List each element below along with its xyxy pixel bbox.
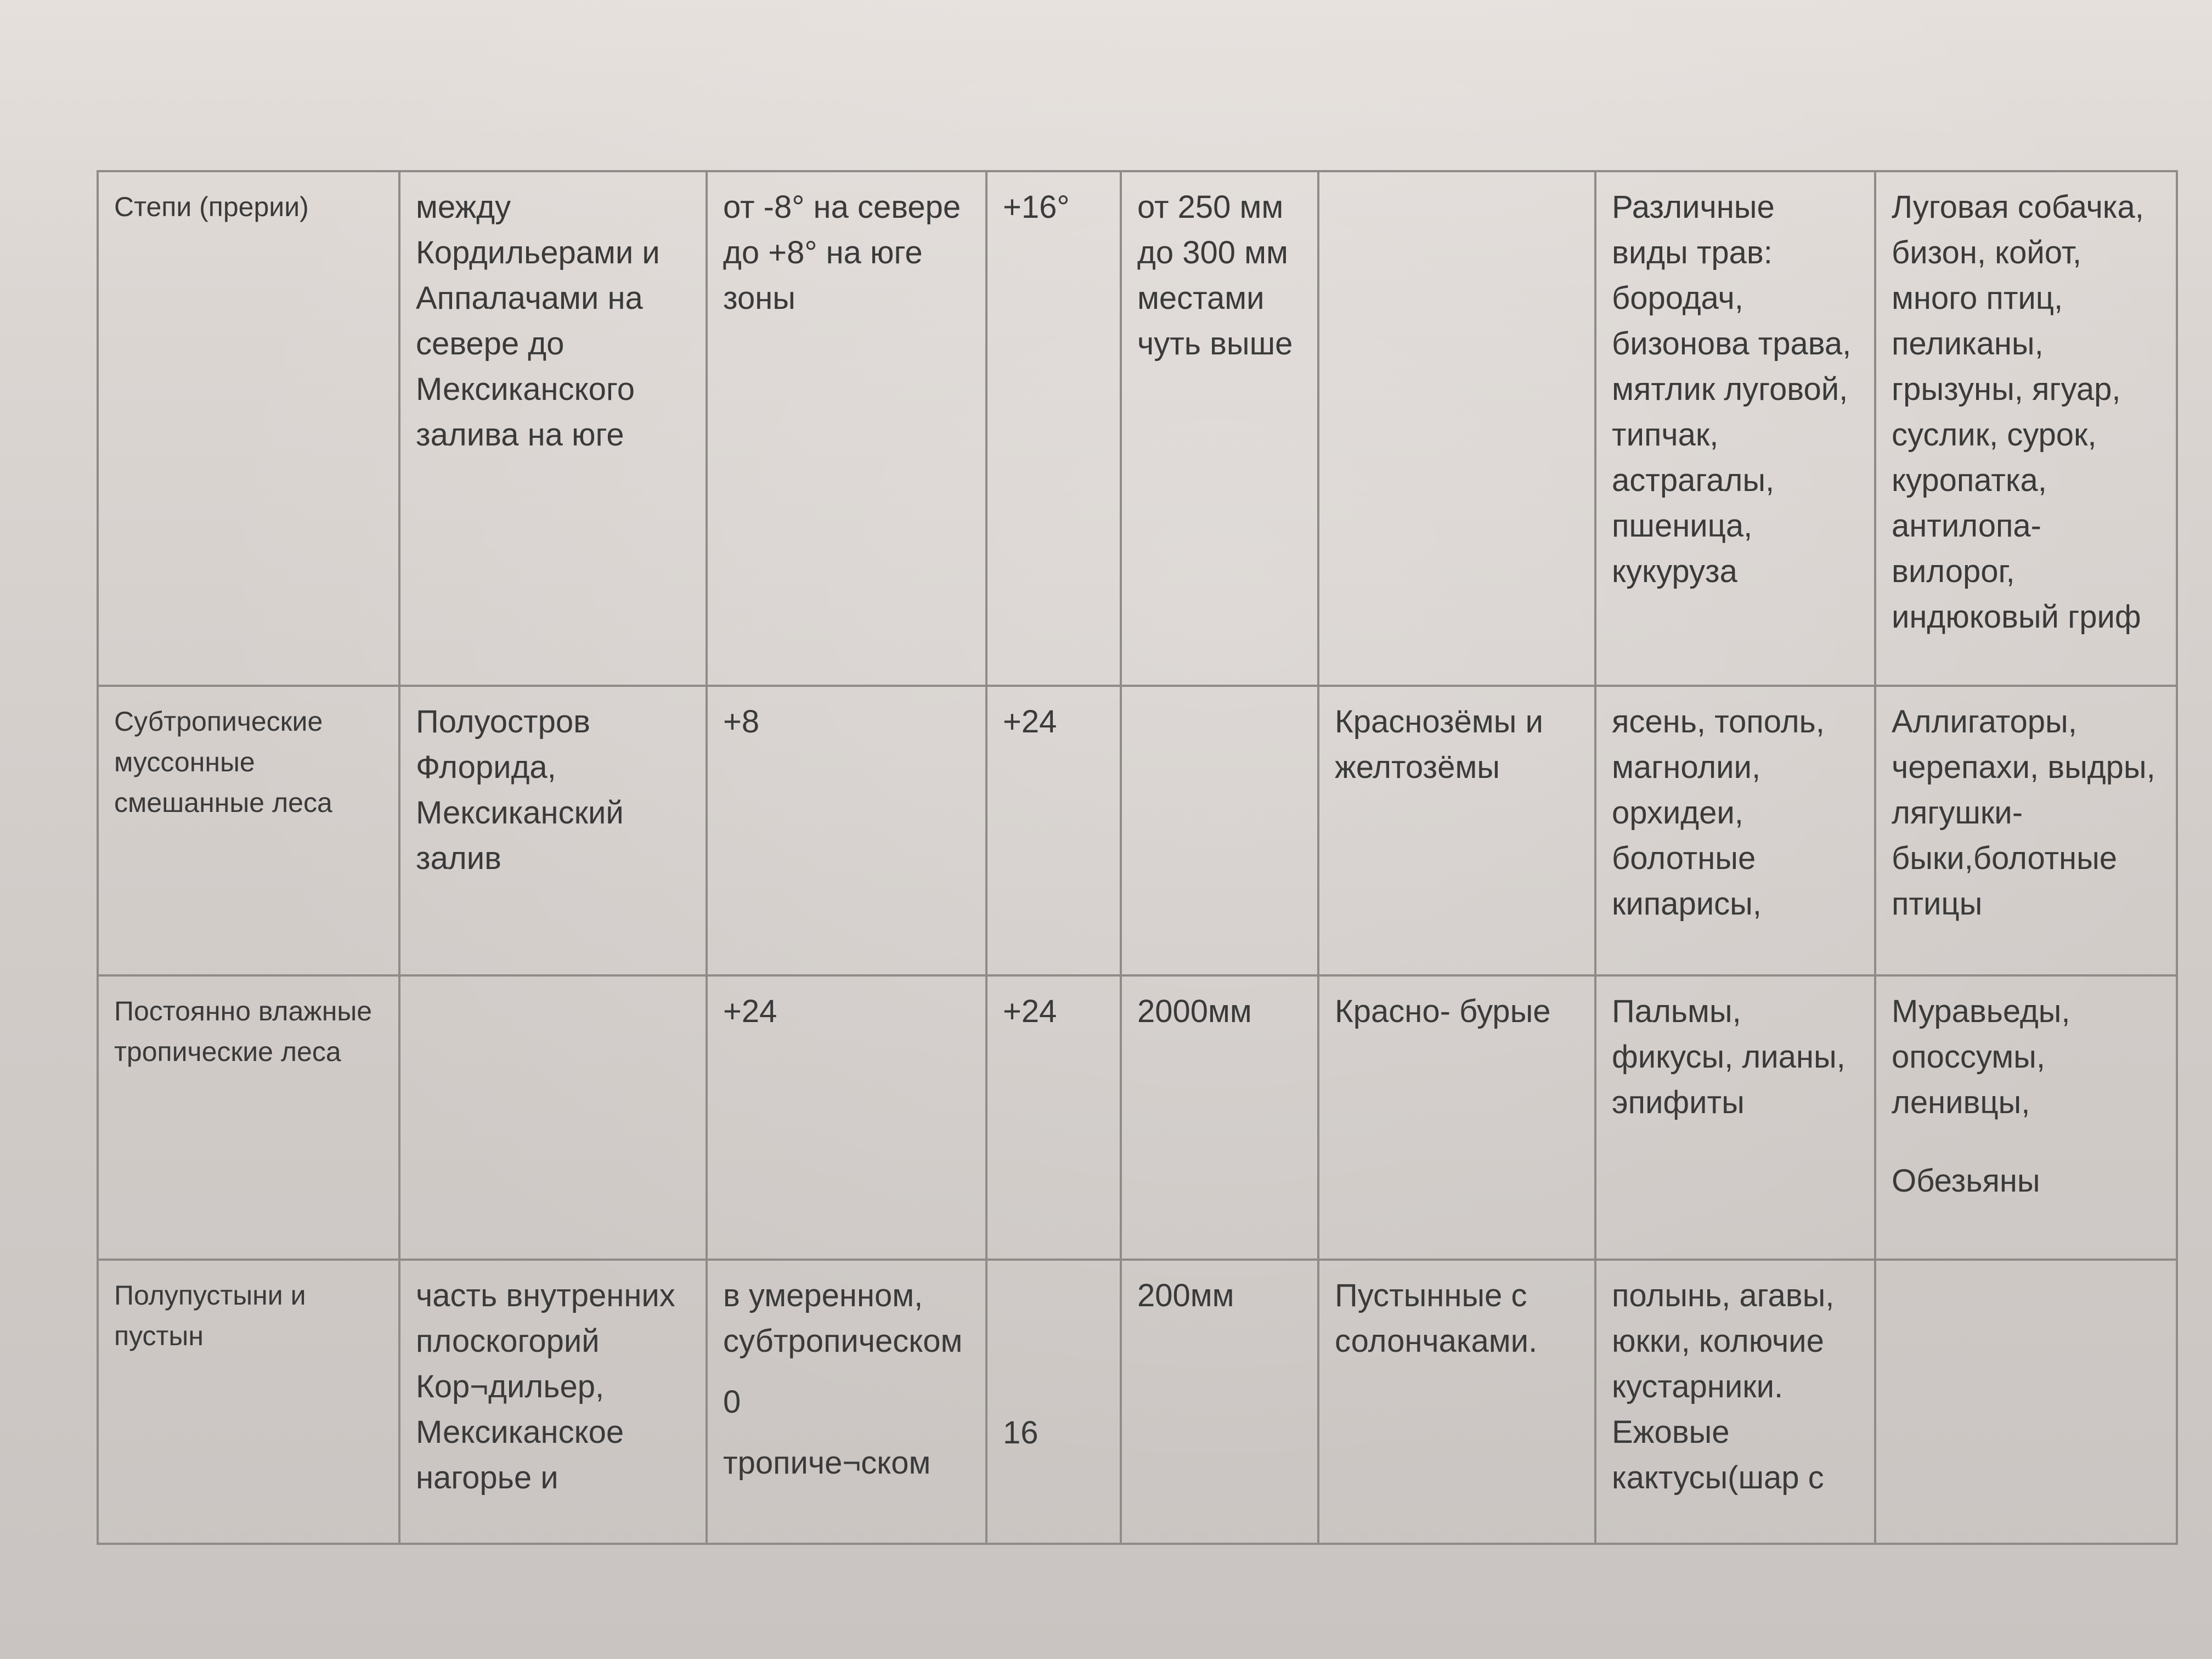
soils-cell bbox=[1318, 171, 1595, 686]
table-row bbox=[98, 1260, 2177, 1544]
january-temp-cell bbox=[707, 1260, 986, 1544]
zone-name-cell: Полупустыни и пустын bbox=[98, 1260, 399, 1544]
precipitation-cell: 2000мм bbox=[1121, 975, 1318, 1260]
precipitation-cell bbox=[1121, 686, 1318, 975]
table-row bbox=[98, 686, 2177, 975]
location-cell: часть внутренних плоскогорий Кор¬дильер, Мексиканское нагорье и bbox=[399, 1260, 707, 1544]
location-cell: между Кордильерами и Аппалачами на севере до Мексиканского залива на юге bbox=[399, 171, 707, 686]
zone-name-cell: Постоянно влажные тропические леса bbox=[98, 975, 399, 1260]
plants-cell: Пальмы, фикусы, лианы, эпифиты bbox=[1595, 975, 1875, 1260]
location-cell bbox=[399, 975, 707, 1260]
july-temp-cell: +24 bbox=[986, 975, 1121, 1260]
animals-cell: Луговая собачка, бизон, койот, много птиц, пеликаны, грызуны, ягуар, суслик, сурок, куропатка, антилопа-вилорог, индюковый гриф bbox=[1875, 171, 2177, 686]
animals-cell bbox=[1875, 975, 2177, 1260]
table-row bbox=[98, 975, 2177, 1260]
july-temp-cell: +24 bbox=[986, 686, 1121, 975]
january-temp-line: тропиче¬ском bbox=[723, 1445, 931, 1481]
july-temp-cell: +16° bbox=[986, 171, 1121, 686]
soils-cell: Пустынные с солончаками. bbox=[1318, 1260, 1595, 1544]
july-temp-value: 16 bbox=[1003, 1415, 1039, 1451]
plants-cell: полынь, агавы, юкки, колючие кустарники. Ежовые кактусы(шар с bbox=[1595, 1260, 1875, 1544]
january-temp-cell: +8 bbox=[707, 686, 986, 975]
soils-cell: Красно- бурые bbox=[1318, 975, 1595, 1260]
precipitation-cell: от 250 мм до 300 мм местами чуть выше bbox=[1121, 171, 1318, 686]
soils-cell: Краснозёмы и желтозёмы bbox=[1318, 686, 1595, 975]
plants-cell: ясень, тополь, магнолии, орхидеи, болотные кипарисы, bbox=[1595, 686, 1875, 975]
plants-cell: Различные виды трав: бородач, бизонова трава, мятлик луговой, типчак, астрагалы, пшеница, кукуруза bbox=[1595, 171, 1875, 686]
animals-cell: Аллигаторы, черепахи, выдры, лягушки-быки,болотные птицы bbox=[1875, 686, 2177, 975]
january-temp-cell: от -8° на севере до +8° на юге зоны bbox=[707, 171, 986, 686]
zone-name-cell: Субтропические муссонные смешанные леса bbox=[98, 686, 399, 975]
natural-zones-table bbox=[97, 170, 2178, 1545]
animals-line: Муравьеды, опоссумы, ленивцы, bbox=[1892, 994, 2070, 1120]
january-temp-line: 0 bbox=[723, 1384, 741, 1420]
july-temp-cell bbox=[986, 1260, 1121, 1544]
january-temp-line: в умеренном, субтропическом bbox=[723, 1278, 963, 1359]
table-row bbox=[98, 171, 2177, 686]
animals-cell bbox=[1875, 1260, 2177, 1544]
january-temp-cell: +24 bbox=[707, 975, 986, 1260]
zone-name-cell: Степи (прерии) bbox=[98, 171, 399, 686]
location-cell: Полуостров Флорида, Мексиканский залив bbox=[399, 686, 707, 975]
animals-line: Обезьяны bbox=[1892, 1163, 2040, 1199]
precipitation-cell: 200мм bbox=[1121, 1260, 1318, 1544]
paragraph-gap bbox=[1892, 1125, 2160, 1158]
